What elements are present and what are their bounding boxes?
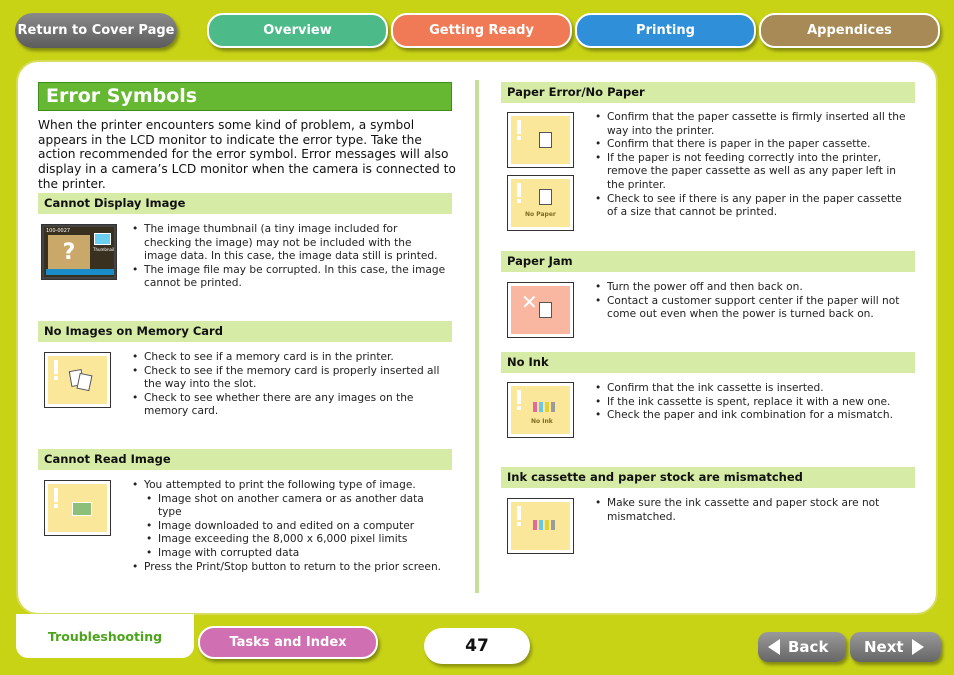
ink-yellow-icon [545, 402, 549, 412]
cannot-display-list [130, 223, 446, 291]
cannot-display-thumbnail-icon [41, 224, 117, 280]
no-ink-label: No Ink [531, 418, 553, 425]
paper-error-list [593, 111, 909, 220]
list-item: • The image thumbnail (a tiny image included for checking the image) may not be included with the image data. In this case, the image data still is printed. [130, 223, 446, 264]
exclamation-icon [517, 120, 521, 140]
list-item: • Check the paper and ink combination for a mismatch. [593, 409, 909, 423]
ink-gray-icon [551, 520, 555, 530]
page-title: Error Symbols [38, 82, 452, 111]
ink-gray-icon [551, 402, 555, 412]
thumbnail-frame-label: 100-0027 [46, 228, 71, 234]
sub-list-item: • Image with corrupted data [144, 547, 446, 561]
list-item: • Turn the power off and then back on. [593, 281, 909, 295]
section-heading-cannot-display: Cannot Display Image [38, 193, 452, 214]
list-item: • Contact a customer support center if the paper will not come out even when the power is turned back on. [593, 295, 909, 322]
list-item: • Check to see if the memory card is properly inserted all the way into the slot. [130, 365, 446, 392]
intro-text: When the printer encounters some kind of problem, a symbol appears in the LCD monitor to indicate the error type. Take the action recommended for the error symbol. Error messages will also display in a camera’s LCD monitor when the camera is connected to the printer. [38, 118, 456, 191]
sub-list-item: • Image shot on another camera or as another data type [144, 493, 446, 520]
list-item: • Confirm that the ink cassette is inserted. [593, 382, 909, 396]
no-paper-symbol-icon [507, 175, 574, 231]
troubleshooting-tab[interactable]: Troubleshooting [16, 614, 194, 658]
list-item: • Check to see if there is any paper in the paper cassette of a size that cannot be printed. [593, 193, 909, 220]
list-item: • The image file may be corrupted. In this case, the image cannot be printed. [130, 264, 446, 291]
exclamation-icon [54, 360, 58, 380]
back-label: Back [788, 638, 829, 656]
section-heading-cannot-read: Cannot Read Image [38, 449, 452, 470]
list-item: • Make sure the ink cassette and paper stock are not mismatched. [593, 497, 909, 524]
tab-overview[interactable]: Overview [207, 13, 388, 48]
cannot-read-list [130, 479, 446, 574]
ink-cyan-icon [539, 520, 543, 530]
arrow-left-icon [768, 639, 780, 655]
list-item [130, 479, 446, 561]
list-item: • Press the Print/Stop button to return to the prior screen. [130, 561, 446, 575]
exclamation-icon [517, 390, 521, 410]
cannot-read-symbol-icon [44, 480, 111, 536]
paper-jam-list [593, 281, 909, 322]
list-item-text: You attempted to print the following type of image. [144, 479, 416, 491]
tab-appendices[interactable]: Appendices [759, 13, 940, 48]
thumbnail-toolbar [46, 269, 114, 275]
next-label: Next [864, 638, 904, 656]
back-button[interactable] [758, 632, 846, 662]
sub-list-item: • Image downloaded to and edited on a computer [144, 520, 446, 534]
list-item: • If the paper is not feeding correctly into the printer, remove the paper cassette as well as any paper left in the printer. [593, 152, 909, 193]
no-images-list [130, 351, 446, 419]
list-item: • Confirm that the paper cassette is firmly inserted all the way into the printer. [593, 111, 909, 138]
section-heading-paper-jam: Paper Jam [501, 251, 915, 272]
column-divider [475, 80, 479, 593]
next-button[interactable] [850, 632, 941, 662]
paper-icon [539, 302, 552, 318]
ink-magenta-icon [533, 402, 537, 412]
no-images-symbol-icon [44, 352, 111, 408]
ink-mismatch-symbol-icon [507, 498, 574, 554]
section-heading-paper-error: Paper Error/No Paper [501, 82, 915, 103]
image-icon [72, 502, 92, 516]
ink-magenta-icon [533, 520, 537, 530]
return-to-cover-button[interactable]: Return to Cover Page [15, 13, 177, 48]
no-paper-label: No Paper [525, 211, 556, 218]
ink-cyan-icon [539, 402, 543, 412]
paper-error-symbol-icon [507, 112, 574, 168]
memory-card-icon [76, 373, 92, 391]
list-item: • Check to see if a memory card is in the printer. [130, 351, 446, 365]
arrow-right-icon [912, 639, 924, 655]
ink-mismatch-list [593, 497, 909, 524]
exclamation-icon [517, 183, 521, 203]
page-number: 47 [424, 628, 530, 664]
list-item: • If the ink cassette is spent, replace it with a new one. [593, 396, 909, 410]
section-heading-no-images: No Images on Memory Card [38, 321, 452, 342]
list-item: • Confirm that there is paper in the paper cassette. [593, 138, 909, 152]
tab-getting-ready[interactable]: Getting Ready [391, 13, 572, 48]
list-item: • Check to see whether there are any images on the memory card. [130, 392, 446, 419]
thumbnail-screen-icon [94, 233, 111, 245]
exclamation-icon [54, 488, 58, 508]
no-ink-list [593, 382, 909, 423]
section-heading-no-ink: No Ink [501, 352, 915, 373]
ink-yellow-icon [545, 520, 549, 530]
paper-icon [539, 189, 552, 205]
sub-list [144, 493, 446, 561]
tab-printing[interactable]: Printing [575, 13, 756, 48]
question-mark-icon: ? [48, 235, 90, 271]
section-heading-ink-mismatch: Ink cassette and paper stock are mismatched [501, 467, 915, 488]
tasks-and-index-button[interactable]: Tasks and Index [198, 626, 378, 659]
cross-icon: ✕ [521, 290, 538, 314]
sub-list-item: • Image exceeding the 8,000 x 6,000 pixel limits [144, 533, 446, 547]
paper-icon [539, 132, 552, 148]
paper-jam-symbol-icon [507, 282, 574, 338]
exclamation-icon [517, 506, 521, 526]
no-ink-symbol-icon [507, 382, 574, 438]
thumbnail-side-label: Thumbnail [93, 247, 115, 252]
